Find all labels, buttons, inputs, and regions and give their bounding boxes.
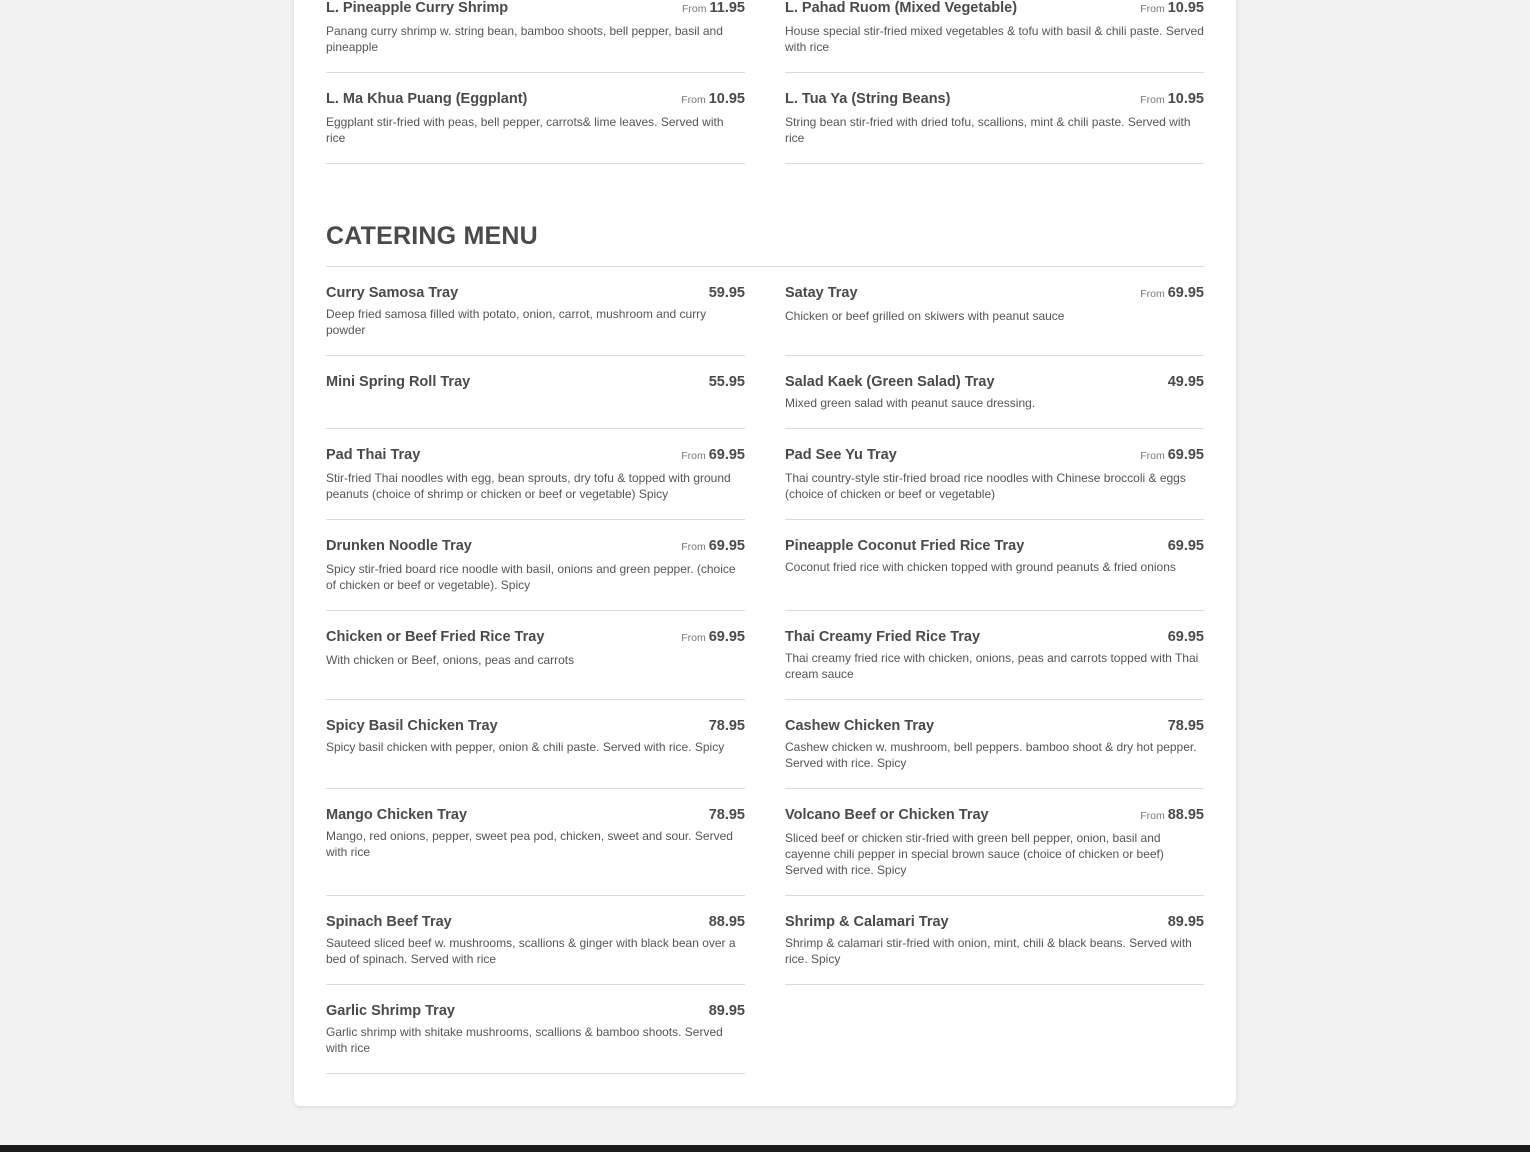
item-price: 55.95: [708, 374, 745, 390]
menu-item[interactable]: [785, 896, 1204, 985]
item-description: Spicy basil chicken with pepper, onion & chili paste. Served with rice. Spicy: [326, 740, 725, 754]
item-price: 69.95: [1167, 629, 1204, 645]
menu-item[interactable]: [326, 611, 745, 700]
from-label: From: [681, 94, 706, 106]
item-name: Shrimp & Calamari Tray: [785, 914, 949, 930]
item-price: 10.95: [708, 91, 745, 107]
item-description: House special stir-fried mixed vegetables & tofu with basil & chili paste. Served with rice: [785, 24, 1204, 54]
menu-item[interactable]: [326, 985, 745, 1074]
item-price: 88.95: [1167, 807, 1204, 823]
item-description: Thai creamy fried rice with chicken, onions, peas and carrots topped with Thai cream sauce: [785, 651, 1199, 681]
item-price: 69.95: [1167, 285, 1204, 301]
menu-item[interactable]: [785, 73, 1204, 164]
item-price: 10.95: [1167, 91, 1204, 107]
menu-item[interactable]: [326, 789, 745, 896]
item-name: Salad Kaek (Green Salad) Tray: [785, 374, 995, 390]
item-description: String bean stir-fried with dried tofu, scallions, mint & chili paste. Served with rice: [785, 115, 1191, 145]
item-price: 69.95: [708, 538, 745, 554]
from-label: From: [1140, 288, 1165, 300]
menu-item[interactable]: [326, 0, 745, 73]
item-name: Spicy Basil Chicken Tray: [326, 718, 498, 734]
item-price: 69.95: [1167, 447, 1204, 463]
menu-item[interactable]: [785, 267, 1204, 356]
item-description: Cashew chicken w. mushroom, bell peppers. bamboo shoot & dry hot pepper. Served with rice. Spicy: [785, 740, 1197, 770]
menu-item[interactable]: [785, 356, 1204, 429]
menu-item[interactable]: [326, 520, 745, 611]
section-title: CATERING MENU: [326, 222, 538, 250]
menu-item[interactable]: [785, 520, 1204, 611]
item-description: Eggplant stir-fried with peas, bell pepper, carrots& lime leaves. Served with rice: [326, 115, 724, 145]
item-name: L. Pahad Ruom (Mixed Vegetable): [785, 0, 1018, 16]
from-label: From: [1140, 3, 1165, 15]
item-name: L. Pineapple Curry Shrimp: [326, 0, 509, 16]
item-description: Deep fried samosa filled with potato, onion, carrot, mushroom and curry powder: [326, 307, 707, 337]
item-price: 89.95: [1167, 914, 1204, 930]
item-name: Volcano Beef or Chicken Tray: [785, 807, 989, 823]
item-description: Sliced beef or chicken stir-fried with green bell pepper, onion, basil and cayenne chili pepper in special brown sauce (choice of chicken or beef) Served with rice. Spicy: [785, 831, 1164, 877]
from-label: From: [1140, 450, 1165, 462]
item-price: 49.95: [1167, 374, 1204, 390]
menu-item[interactable]: [785, 0, 1204, 73]
item-name: Thai Creamy Fried Rice Tray: [785, 629, 981, 645]
item-name: Pineapple Coconut Fried Rice Tray: [785, 538, 1025, 554]
item-name: Pad Thai Tray: [326, 447, 421, 463]
item-price: 11.95: [709, 0, 745, 16]
item-price: 69.95: [708, 447, 745, 463]
from-label: From: [1140, 94, 1165, 106]
menu-item[interactable]: [326, 73, 745, 164]
item-description: Garlic shrimp with shitake mushrooms, scallions & bamboo shoots. Served with rice: [326, 1025, 723, 1055]
menu-item[interactable]: [326, 896, 745, 985]
item-description: Coconut fried rice with chicken topped with ground peanuts & fried onions: [785, 560, 1176, 574]
menu-item[interactable]: [785, 429, 1204, 520]
item-name: Spinach Beef Tray: [326, 914, 452, 930]
item-description: Spicy stir-fried board rice noodle with basil, onions and green pepper. (choice of chicken or beef or vegetable). Spicy: [326, 562, 736, 592]
item-name: L. Ma Khua Puang (Eggplant): [326, 91, 528, 107]
item-description: Panang curry shrimp w. string bean, bamboo shoots, bell pepper, basil and pineapple: [326, 24, 723, 54]
menu-item[interactable]: [785, 700, 1204, 789]
item-description: Sauteed sliced beef w. mushrooms, scallions & ginger with black bean over a bed of spinach. Served with rice: [326, 936, 736, 966]
item-price: 59.95: [708, 285, 745, 301]
footer-bar: [0, 1145, 1530, 1152]
item-price: 88.95: [708, 914, 745, 930]
menu-item[interactable]: [326, 267, 745, 356]
item-price: 78.95: [708, 807, 745, 823]
item-name: Cashew Chicken Tray: [785, 718, 935, 734]
item-price: 78.95: [1167, 718, 1204, 734]
menu-item[interactable]: [326, 700, 745, 789]
menu-item[interactable]: [785, 789, 1204, 896]
menu-item[interactable]: [326, 356, 745, 429]
from-label: From: [681, 450, 706, 462]
item-description: With chicken or Beef, onions, peas and carrots: [326, 653, 575, 667]
menu-item[interactable]: [785, 611, 1204, 700]
item-description: Stir-fried Thai noodles with egg, bean sprouts, dry tofu & topped with ground peanuts (choice of shrimp or chicken or beef or vegetable) Spicy: [326, 471, 731, 501]
item-price: 10.95: [1167, 0, 1204, 16]
item-name: Mango Chicken Tray: [326, 807, 468, 823]
item-name: Satay Tray: [785, 285, 858, 301]
from-label: From: [1140, 810, 1165, 822]
item-name: Pad See Yu Tray: [785, 447, 897, 463]
item-name: Garlic Shrimp Tray: [326, 1003, 455, 1019]
item-name: Mini Spring Roll Tray: [326, 374, 471, 390]
item-name: Drunken Noodle Tray: [326, 538, 472, 554]
lunch-menu-grid: [326, 0, 1204, 164]
item-price: 69.95: [708, 629, 745, 645]
catering-menu-grid: [326, 267, 1204, 1074]
from-label: From: [681, 632, 706, 644]
item-description: Shrimp & calamari stir-fried with onion, mint, chili & black beans. Served with rice. Spicy: [785, 936, 1192, 966]
item-name: Chicken or Beef Fried Rice Tray: [326, 629, 545, 645]
from-label: From: [681, 541, 706, 553]
item-name: L. Tua Ya (String Beans): [785, 91, 951, 107]
item-description: Thai country-style stir-fried broad rice noodles with Chinese broccoli & eggs (choice of chicken or beef or vegetable): [785, 471, 1186, 501]
item-price: 89.95: [708, 1003, 745, 1019]
menu-item[interactable]: [326, 429, 745, 520]
item-description: Chicken or beef grilled on skiwers with peanut sauce: [785, 309, 1065, 323]
item-description: Mixed green salad with peanut sauce dressing.: [785, 396, 1036, 410]
item-name: Curry Samosa Tray: [326, 285, 459, 301]
item-description: Mango, red onions, pepper, sweet pea pod, chicken, sweet and sour. Served with rice: [326, 829, 733, 859]
item-price: 69.95: [1167, 538, 1204, 554]
from-label: From: [682, 3, 707, 15]
item-price: 78.95: [708, 718, 745, 734]
